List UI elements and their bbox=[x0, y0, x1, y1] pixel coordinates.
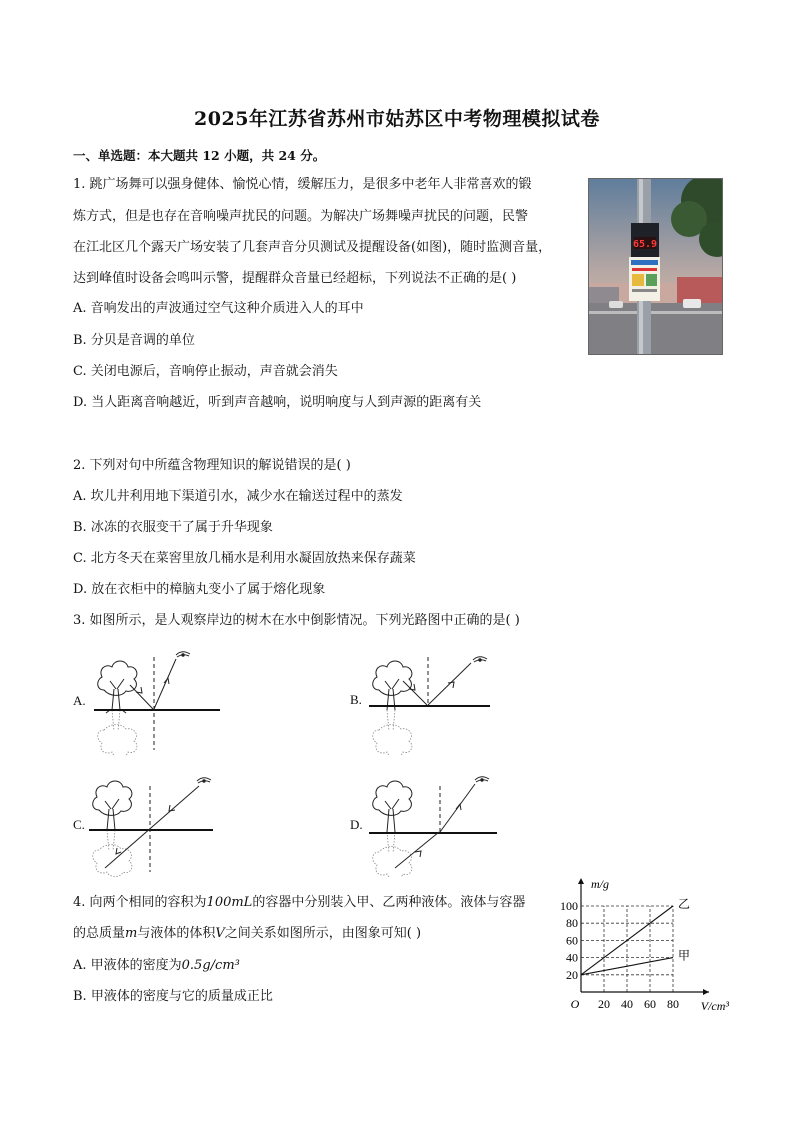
q4-text: 4. 向两个相同的容积为 bbox=[73, 895, 207, 910]
q3-label-c: C. bbox=[73, 817, 85, 832]
q3-figure-a bbox=[90, 645, 225, 755]
y-tick-label: 80 bbox=[566, 916, 578, 931]
q3-label-b: B. bbox=[350, 692, 362, 707]
page-title: 2025年江苏省苏州市姑苏区中考物理模拟试卷 bbox=[194, 108, 600, 130]
q4-stem-line-2 bbox=[73, 925, 421, 943]
x-tick-label: 20 bbox=[598, 997, 610, 1011]
q3-stem: 3. 如图所示，是人观察岸边的树木在水中倒影情况。下列光路图中正确的是( ) bbox=[73, 613, 520, 628]
q4-volume-value: 100mL bbox=[206, 895, 253, 910]
q2-option-c: C. 北方冬天在菜窖里放几桶水是利用水凝固放热来保存蔬菜 bbox=[73, 551, 416, 566]
chart-series bbox=[581, 897, 690, 975]
q4-option-a-density: 0.5g/cm³ bbox=[181, 958, 240, 973]
q2-option-b: B. 冰冻的衣服变干了属于升华现象 bbox=[73, 520, 273, 535]
chart-axes bbox=[578, 878, 709, 995]
decibel-display: 65.9 bbox=[632, 239, 658, 250]
q2-option-d: D. 放在衣柜中的樟脑丸变小了属于熔化现象 bbox=[73, 582, 326, 597]
q1-stem-line-3: 在江北区几个露天广场安装了几套声音分贝测试及提醒设备(如图)，随时监测音量， bbox=[73, 240, 552, 255]
q2-option-a: A. 坎儿井利用地下渠道引水，减少水在输送过程中的蒸发 bbox=[73, 489, 403, 504]
q2-stem: 2. 下列对句中所蕴含物理知识的解说错误的是( ) bbox=[73, 458, 351, 473]
eye-icon bbox=[473, 657, 487, 662]
q1-stem-line-4: 达到峰值时设备会鸣叫示警，提醒群众音量已经超标，下列说法不正确的是( ) bbox=[73, 271, 517, 286]
series-label: 乙 bbox=[678, 897, 691, 911]
y-axis-arrow bbox=[578, 878, 584, 884]
q3-figure-b bbox=[365, 645, 500, 755]
q1-option-c: C. 关闭电源后，音响停止振动，声音就会消失 bbox=[73, 364, 338, 379]
q4-option-a-text: A. 甲液体的密度为 bbox=[73, 958, 182, 973]
q3-figure-c bbox=[85, 772, 220, 877]
q4-text: 的容器中分别装入甲、乙两种液体。液体与容器 bbox=[252, 895, 526, 910]
q4-var-m: m bbox=[125, 926, 138, 941]
x-axis-label: V/cm³ bbox=[700, 999, 729, 1013]
noise-monitor-photo bbox=[588, 178, 723, 355]
q1-stem-line-1: 1. 跳广场舞可以强身健体、愉悦心情，缓解压力，是很多中老年人非常喜欢的锻 bbox=[73, 177, 532, 192]
x-tick-label: 40 bbox=[621, 997, 633, 1011]
q1-option-b: B. 分贝是音调的单位 bbox=[73, 333, 195, 348]
q4-text: 与液体的体积 bbox=[137, 926, 216, 941]
q4-option-a bbox=[73, 957, 240, 975]
eye-icon bbox=[197, 778, 211, 783]
x-tick-label: 80 bbox=[667, 997, 679, 1011]
q3-label-a: A. bbox=[73, 693, 86, 708]
series-label: 甲 bbox=[678, 948, 691, 963]
eye-icon bbox=[176, 652, 190, 657]
q3-label-d: D. bbox=[350, 817, 363, 832]
y-axis-label: m/g bbox=[591, 877, 609, 891]
section-heading: 一、单选题：本大题共 12 小题，共 24 分。 bbox=[73, 148, 326, 163]
q1-stem-line-2: 炼方式，但是也存在音响噪声扰民的问题。为解决广场舞噪声扰民的问题，民警 bbox=[73, 209, 529, 224]
mass-volume-chart bbox=[560, 872, 740, 1034]
q4-text: 的总质量 bbox=[73, 926, 126, 941]
chart-grid bbox=[581, 906, 673, 992]
x-axis-arrow bbox=[703, 989, 709, 995]
q3-figure-d bbox=[365, 772, 505, 877]
y-tick-label: 40 bbox=[566, 950, 578, 965]
y-tick-label: 100 bbox=[560, 899, 578, 913]
q1-option-a: A. 音响发出的声波通过空气这种介质进入人的耳中 bbox=[73, 301, 364, 316]
origin-label: O bbox=[570, 997, 580, 1011]
q4-option-b: B. 甲液体的密度与它的质量成正比 bbox=[73, 989, 273, 1004]
q4-text: 之间关系如图所示，由图象可知( ) bbox=[224, 926, 422, 941]
y-tick-label: 20 bbox=[566, 967, 578, 982]
y-tick-label: 60 bbox=[566, 933, 578, 948]
x-tick-label: 60 bbox=[644, 997, 656, 1011]
q1-option-d: D. 当人距离音响越近，听到声音越响，说明响度与人到声源的距离有关 bbox=[73, 395, 482, 410]
q4-var-v: V bbox=[215, 926, 225, 941]
eye-icon bbox=[475, 777, 489, 782]
q4-stem-line-1 bbox=[73, 894, 525, 912]
